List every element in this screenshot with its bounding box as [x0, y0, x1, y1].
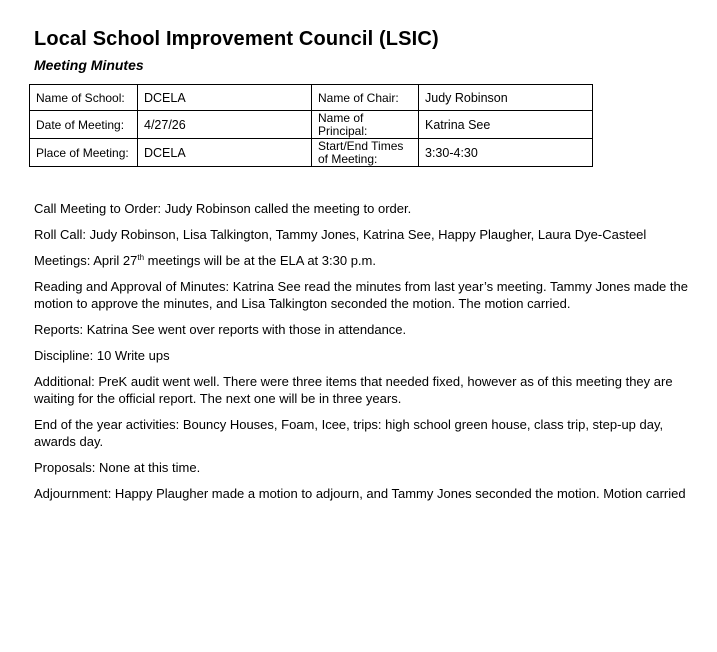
meeting-date-label: Date of Meeting:: [30, 111, 138, 139]
discipline-paragraph: Discipline: 10 Write ups: [34, 348, 170, 363]
end-of-year-paragraph: End of the year activities: Bouncy Houses, Foam, Icee, trips: high school green house, class trip, step-up day, awards day.: [34, 417, 664, 449]
adjournment-paragraph: Adjournment: Happy Plaugher made a motion to adjourn, and Tammy Jones seconded the motion. Motion carried: [34, 486, 686, 501]
document-subtitle: Meeting Minutes: [34, 57, 144, 73]
table-row: [30, 85, 593, 111]
principal-name-value: Katrina See: [419, 111, 593, 139]
meetings-paragraph: [34, 252, 694, 269]
meeting-place-label: Place of Meeting:: [30, 139, 138, 167]
reports-paragraph: Reports: Katrina See went over reports with those in attendance.: [34, 322, 407, 337]
table-row: [30, 111, 593, 139]
meetings-ordinal-suffix: th: [137, 253, 145, 262]
chair-name-value: Judy Robinson: [419, 85, 593, 111]
meeting-date-value: 4/27/26: [138, 111, 312, 139]
proposals-paragraph: Proposals: None at this time.: [34, 460, 201, 475]
principal-name-label: Name of Principal:: [312, 111, 419, 139]
chair-name-label: Name of Chair:: [312, 85, 419, 111]
meeting-place-value: DCELA: [138, 139, 312, 167]
roll-call-paragraph: Roll Call: Judy Robinson, Lisa Talkington, Tammy Jones, Katrina See, Happy Plaugher, Laura Dye-Casteel: [34, 227, 647, 242]
table-row: [30, 139, 593, 167]
call-to-order-paragraph: Call Meeting to Order: Judy Robinson called the meeting to order.: [34, 201, 412, 216]
meeting-times-value: 3:30-4:30: [419, 139, 593, 167]
reading-approval-paragraph: Reading and Approval of Minutes: Katrina See read the minutes from last year’s meeting. Tammy Jones made the motion to approve the minutes, and Lisa Talkington seconded the motion. The motion carried.: [34, 279, 688, 311]
minutes-body: [34, 200, 694, 511]
meeting-info-table: [29, 84, 593, 167]
meetings-text-start: Meetings: April 27: [34, 253, 138, 268]
school-name-label: Name of School:: [30, 85, 138, 111]
meeting-times-label: Start/End Times of Meeting:: [312, 139, 419, 167]
meetings-text-end: meetings will be at the ELA at 3:30 p.m.: [144, 253, 376, 268]
additional-paragraph: Additional: PreK audit went well. There were three items that needed fixed, however as of this meeting they are waiting for the official report. The next one will be in three years.: [34, 374, 673, 406]
document-title: Local School Improvement Council (LSIC): [34, 28, 439, 50]
school-name-value: DCELA: [138, 85, 312, 111]
